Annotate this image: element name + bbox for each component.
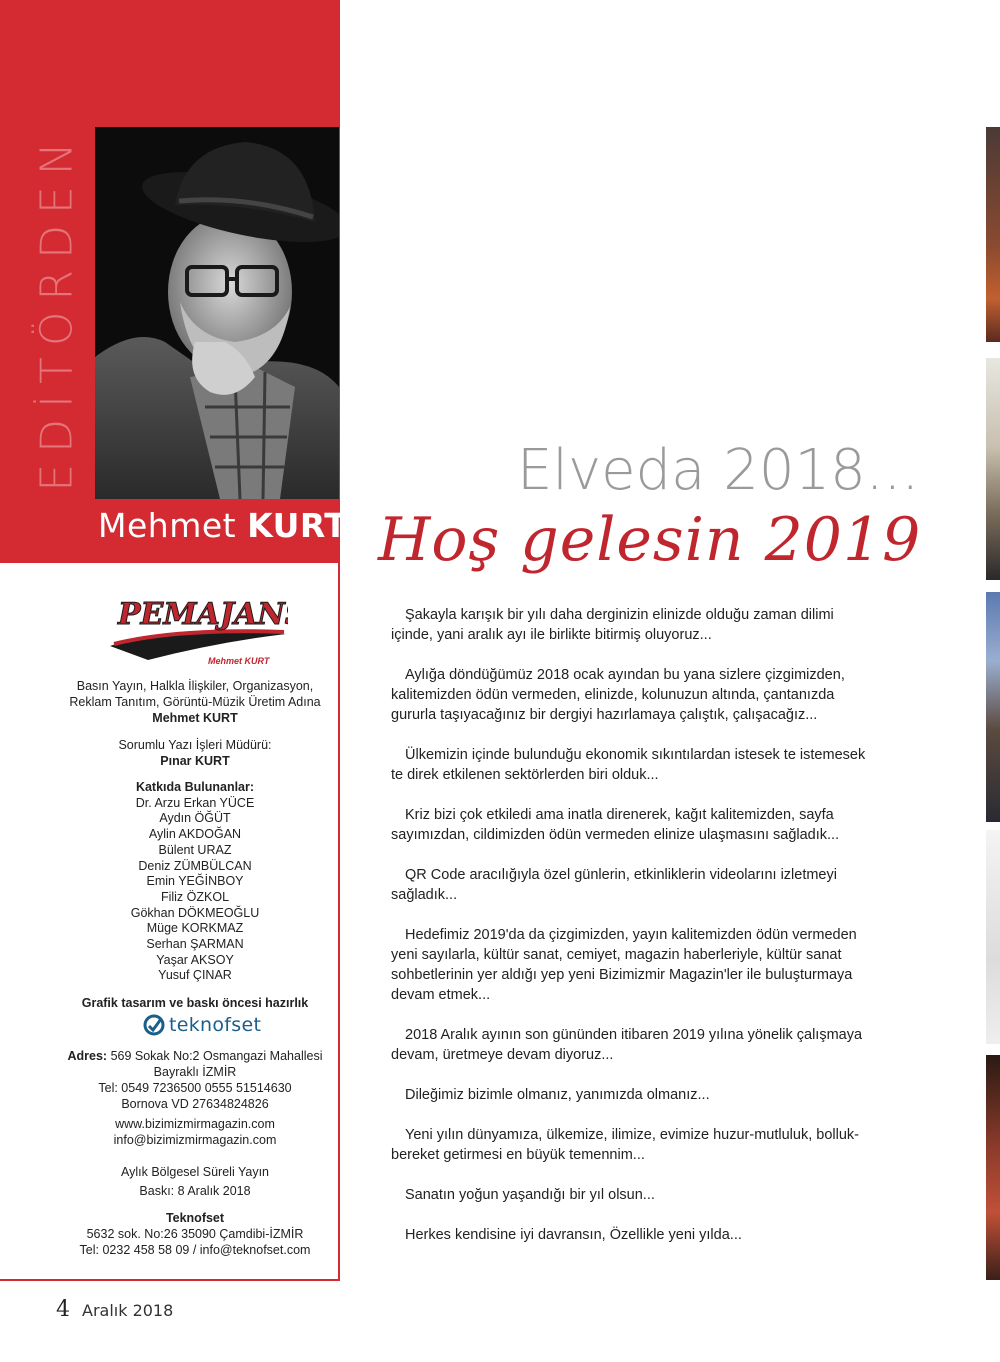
teknofset-logo bbox=[143, 1013, 261, 1037]
photo-strip-1 bbox=[986, 127, 1000, 342]
address-block bbox=[60, 1048, 330, 1112]
managing-editor-name: Pınar KURT bbox=[160, 754, 230, 768]
managing-editor-block bbox=[60, 737, 330, 769]
contributor-name: Emin YEĞİNBOY bbox=[146, 874, 244, 889]
teknofset-logo-text: teknofset bbox=[169, 1014, 262, 1036]
teknofset-mark-icon bbox=[143, 1014, 165, 1036]
contributor-name: Gökhan DÖKMEOĞLU bbox=[130, 905, 260, 920]
editor-portrait bbox=[95, 127, 339, 499]
prepress-label: Grafik tasarım ve baskı öncesi hazırlık bbox=[81, 996, 309, 1010]
headline-line-1: Elveda 2018... bbox=[517, 438, 920, 503]
address-line-3: Tel: 0549 7236500 0555 51514630 bbox=[98, 1081, 292, 1095]
publisher-owner: Mehmet KURT bbox=[152, 711, 238, 725]
editor-last-name: KURT bbox=[247, 506, 348, 545]
website-link[interactable]: www.bizimizmirmagazin.com bbox=[115, 1117, 275, 1131]
contributor-name: Aydın ÖĞÜT bbox=[159, 811, 231, 826]
contributor-name: Müge KORKMAZ bbox=[146, 921, 244, 936]
contributor-name: Bülent URAZ bbox=[158, 842, 232, 857]
printer-name: Teknofset bbox=[165, 1211, 225, 1225]
article-body bbox=[391, 605, 866, 1265]
contributor-name: Yaşar AKSOY bbox=[156, 952, 234, 967]
managing-editor-label: Sorumlu Yazı İşleri Müdürü: bbox=[118, 738, 272, 752]
printer-block bbox=[60, 1210, 330, 1258]
page-number: 4 bbox=[56, 1297, 70, 1322]
web-block bbox=[60, 1116, 330, 1148]
article-paragraph: Aylığa döndüğümüz 2018 ocak ayından bu yana sizlere çizgimizden, kalitemizden ödün vermeden, elinizde, kolunuzun altında, çantanızda gururla taşıyacağınız bir dergiyi hazırlamaya çalıştık, çalışacağız... bbox=[391, 667, 845, 723]
printer-line-1: 5632 sok. No:26 35090 Çamdibi-İZMİR bbox=[86, 1227, 304, 1241]
contributor-name: Serhan ŞARMAN bbox=[146, 937, 244, 952]
editor-name bbox=[98, 506, 347, 545]
publisher-line-1: Basın Yayın, Halkla İlişkiler, Organizasyon, bbox=[76, 679, 314, 693]
address-label: Adres: bbox=[67, 1049, 108, 1063]
publication-type: Aylık Bölgesel Süreli Yayın bbox=[121, 1165, 269, 1179]
logo-subtitle: Mehmet KURT bbox=[208, 656, 270, 666]
publication-block bbox=[60, 1163, 330, 1201]
article-paragraph: Kriz bizi çok etkiledi ama inatla direnerek, kağıt kalitemizden, sayfa sayımızdan, cildimizden ödün vermeden elinize ulaşmasını sağladık... bbox=[391, 807, 840, 843]
article-paragraph: Yeni yılın dünyamıza, ülkemize, ilimize, evimize huzur-mutluluk, bolluk-bereket getirmesi en büyük temennim... bbox=[391, 1127, 859, 1163]
contributor-name: Aylin AKDOĞAN bbox=[148, 827, 242, 842]
contributor-name: Filiz ÖZKOL bbox=[160, 889, 230, 904]
contributor-name: Deniz ZÜMBÜLCAN bbox=[138, 858, 252, 873]
photo-strip-4 bbox=[986, 830, 1000, 1044]
article-paragraph: QR Code aracılığıyla özel günlerin, etkinliklerin videolarını izletmeyi sağladık... bbox=[391, 867, 837, 903]
article-paragraph: Ülkemizin içinde bulunduğu ekonomik sıkıntılardan istesek te istemesek te direk etkilenen sektörlerden biri olduk... bbox=[391, 747, 866, 783]
headline-line-2: Hoş gelesin 2019 bbox=[378, 505, 922, 575]
photo-strip-5 bbox=[986, 1055, 1000, 1280]
page-footer bbox=[56, 1297, 173, 1322]
prepress-block bbox=[60, 995, 330, 1011]
article-paragraph: Hedefimiz 2019'da da çizgimizden, yayın kalitemizden ödün vermeden yeni sayılarla, kültür sanat, cemiyet, magazin haberleriyle, kültür sanat sohbetlerinin yer aldığı yep yeni Bizimizmir Magazin'ler ile buluşturmaya devam etmek... bbox=[391, 927, 857, 1003]
contributors-block bbox=[60, 780, 330, 984]
pemajans-logo bbox=[108, 584, 288, 670]
article-paragraph: Sanatın yoğun yaşandığı bir yıl olsun... bbox=[405, 1187, 655, 1203]
publisher-line-2: Reklam Tanıtım, Görüntü-Müzik Üretim Adına bbox=[69, 695, 321, 709]
publication-print-date: Baskı: 8 Aralık 2018 bbox=[139, 1184, 251, 1198]
address-line-2: Bayraklı İZMİR bbox=[153, 1065, 237, 1079]
article-paragraph: Herkes kendisine iyi davransın, Özellikle yeni yılda... bbox=[405, 1227, 742, 1243]
section-title: EDİTÖRDEN bbox=[31, 130, 83, 492]
issue-date: Aralık 2018 bbox=[82, 1301, 174, 1320]
photo-strip-3 bbox=[986, 592, 1000, 822]
printer-line-2: Tel: 0232 458 58 09 / info@teknofset.com bbox=[79, 1243, 311, 1257]
section-title-vertical bbox=[32, 125, 82, 497]
address-line-4: Bornova VD 27634824826 bbox=[121, 1097, 269, 1111]
article-paragraph: 2018 Aralık ayının son gününden itibaren 2019 yılına yönelik çalışmaya devam, üretmeye devam diyoruz... bbox=[391, 1027, 863, 1063]
contributor-name: Dr. Arzu Erkan YÜCE bbox=[135, 795, 255, 810]
article-paragraph: Şakayla karışık bir yılı daha derginizin elinizde olduğu zaman dilimi içinde, yani aralık ayı ile birlikte bitirmiş oluyoruz... bbox=[391, 607, 834, 643]
editor-first-name: Mehmet bbox=[98, 506, 237, 545]
logo-brand: PEMAJANS bbox=[118, 597, 288, 632]
contributors-label: Katkıda Bulunanlar: bbox=[135, 780, 255, 794]
email-link[interactable]: info@bizimizmirmagazin.com bbox=[113, 1133, 277, 1147]
photo-strip-2 bbox=[986, 358, 1000, 580]
article-paragraph: Dileğimiz bizimle olmanız, yanımızda olmanız... bbox=[405, 1087, 710, 1103]
address-line-1: 569 Sokak No:2 Osmangazi Mahallesi bbox=[107, 1049, 323, 1063]
publisher-block bbox=[60, 678, 330, 726]
contributor-name: Yusuf ÇINAR bbox=[158, 968, 232, 983]
